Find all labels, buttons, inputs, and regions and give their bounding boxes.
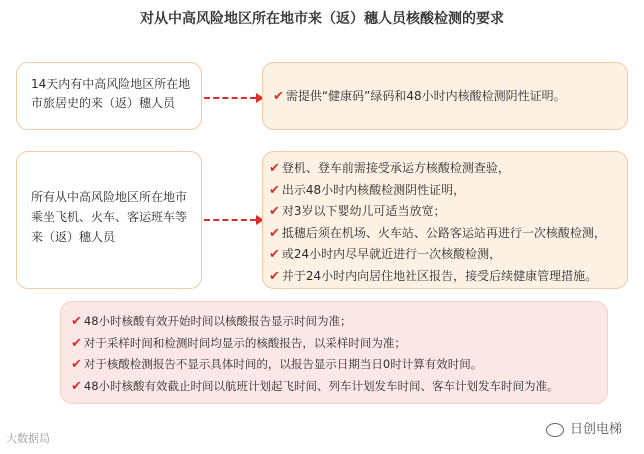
checkmark-icon: ✔	[269, 225, 280, 241]
checkmark-icon: ✔	[269, 182, 280, 198]
requirement-text: 登机、登车前需接受承运方核酸检测查验，	[281, 161, 510, 175]
checkmark-icon: ✔	[269, 204, 280, 219]
requirement-item	[269, 266, 621, 288]
note-item	[71, 311, 601, 333]
notes-box	[60, 301, 608, 404]
requirement-text: 并于24小时内向居住地社区报告，接受后续健康管理措施。	[281, 268, 598, 283]
dashed-connector	[204, 97, 256, 99]
requirement-text: 对3岁以下婴幼儿可适当放宽；	[281, 204, 446, 218]
group-box-1	[16, 62, 202, 130]
checkmark-icon: ✔	[71, 335, 82, 351]
note-text: 对于采样时间和检测时间均显示的核酸报告，以采样时间为准；	[83, 335, 406, 350]
checkmark-icon: ✔	[71, 314, 82, 329]
group-label-line: 所有从中高风险地区所在地市	[31, 190, 188, 204]
watermark-right	[546, 418, 622, 437]
requirement-box-1	[262, 62, 628, 130]
requirement-item	[269, 201, 621, 223]
watermark-left: 大数据局	[6, 432, 50, 445]
note-item	[71, 376, 601, 398]
dashed-connector	[204, 219, 256, 221]
note-text: 48小时核酸有效开始时间以核酸报告显示时间为准；	[83, 314, 352, 328]
requirement-text: 抵穗后须在机场、火车站、公路客运站再进行一次核酸检测，	[281, 225, 606, 240]
requirement-item	[269, 180, 621, 202]
checkmark-icon: ✔	[273, 89, 284, 104]
page-title: 对从中高风险地区所在地市来（返）穗人员核酸检测的要求	[140, 11, 504, 27]
requirement-text: 出示48小时内核酸检测阴性证明，	[281, 182, 466, 197]
requirement-text: 或24小时内尽早就近进行一次核酸检测，	[281, 247, 502, 261]
group-label-line: 来（返）穗人员	[31, 230, 116, 244]
watermark-right-text: 日创电梯	[569, 422, 622, 437]
checkmark-icon: ✔	[269, 268, 280, 284]
requirement-item	[273, 87, 617, 106]
note-item	[71, 333, 601, 355]
note-item	[71, 354, 601, 376]
requirement-item	[269, 244, 621, 266]
group-label-line: 乘坐飞机、火车、客运班车等	[31, 210, 188, 224]
group-label-line: 14天内有中高风险地区所在地	[31, 77, 191, 91]
checkmark-icon: ✔	[71, 357, 82, 372]
requirement-item	[269, 158, 621, 180]
checkmark-icon: ✔	[269, 247, 280, 262]
wechat-icon	[546, 423, 564, 437]
group-box-2	[16, 151, 202, 289]
checkmark-icon: ✔	[71, 378, 82, 394]
group-label-line: 市旅居史的来（返）穗人员	[31, 96, 176, 110]
note-text: 48小时核酸有效截止时间以航班计划起飞时间、列车计划发车时间、客车计划发车时间为准。	[83, 378, 559, 393]
requirement-box-2	[262, 151, 628, 289]
requirement-item	[269, 223, 621, 245]
requirement-text: 需提供“健康码”绿码和48小时内核酸检测阴性证明。	[285, 89, 566, 103]
note-text: 对于核酸检测报告不显示具体时间的，以报告显示日期当日0时计算有效时间。	[83, 357, 483, 371]
checkmark-icon: ✔	[269, 161, 280, 176]
